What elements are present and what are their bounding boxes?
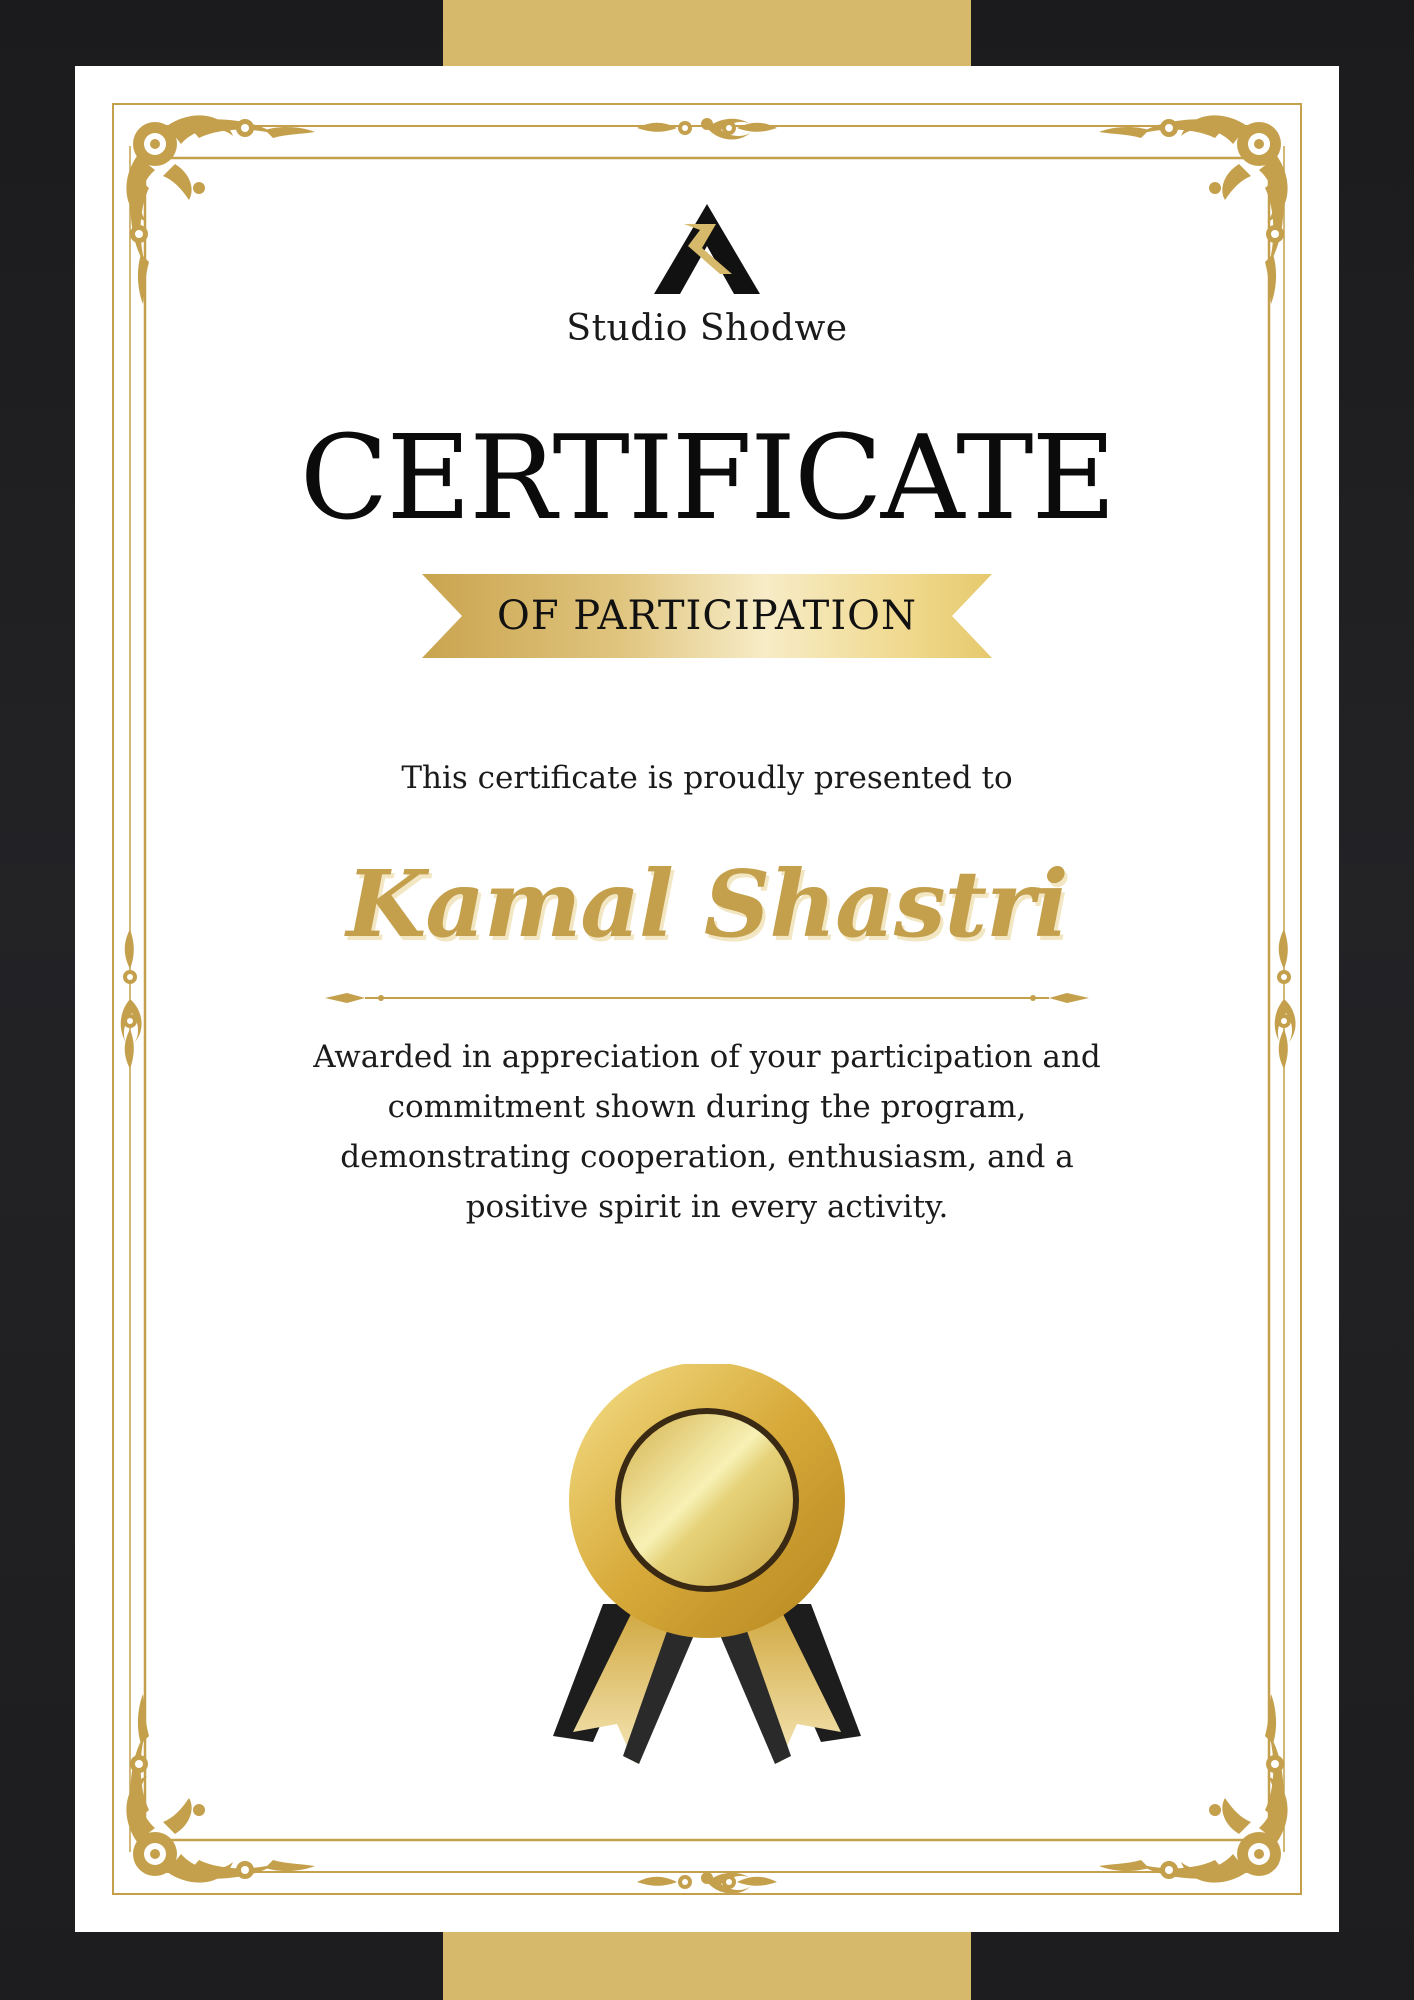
brand-name: Studio Shodwe xyxy=(566,308,848,349)
presented-line: This certificate is proudly presented to xyxy=(401,760,1013,796)
top-gold-strip xyxy=(443,0,971,68)
recipient-name: Kamal Shastri xyxy=(346,850,1068,958)
certificate-description: Awarded in appreciation of your participation and commitment shown during the program, demonstrating cooperation, enthusiasm, and a positive spirit in every activity. xyxy=(313,1039,1101,1225)
certificate-title: CERTIFICATE xyxy=(299,411,1115,546)
bottom-gold-strip xyxy=(443,1932,971,2000)
triangle-s-logo-icon xyxy=(654,204,760,294)
certificate-subtitle: OF PARTICIPATION xyxy=(497,593,917,639)
certificate-page xyxy=(75,66,1339,1932)
ornamental-divider xyxy=(325,988,1089,1008)
gold-award-medal-icon xyxy=(553,1364,861,1764)
